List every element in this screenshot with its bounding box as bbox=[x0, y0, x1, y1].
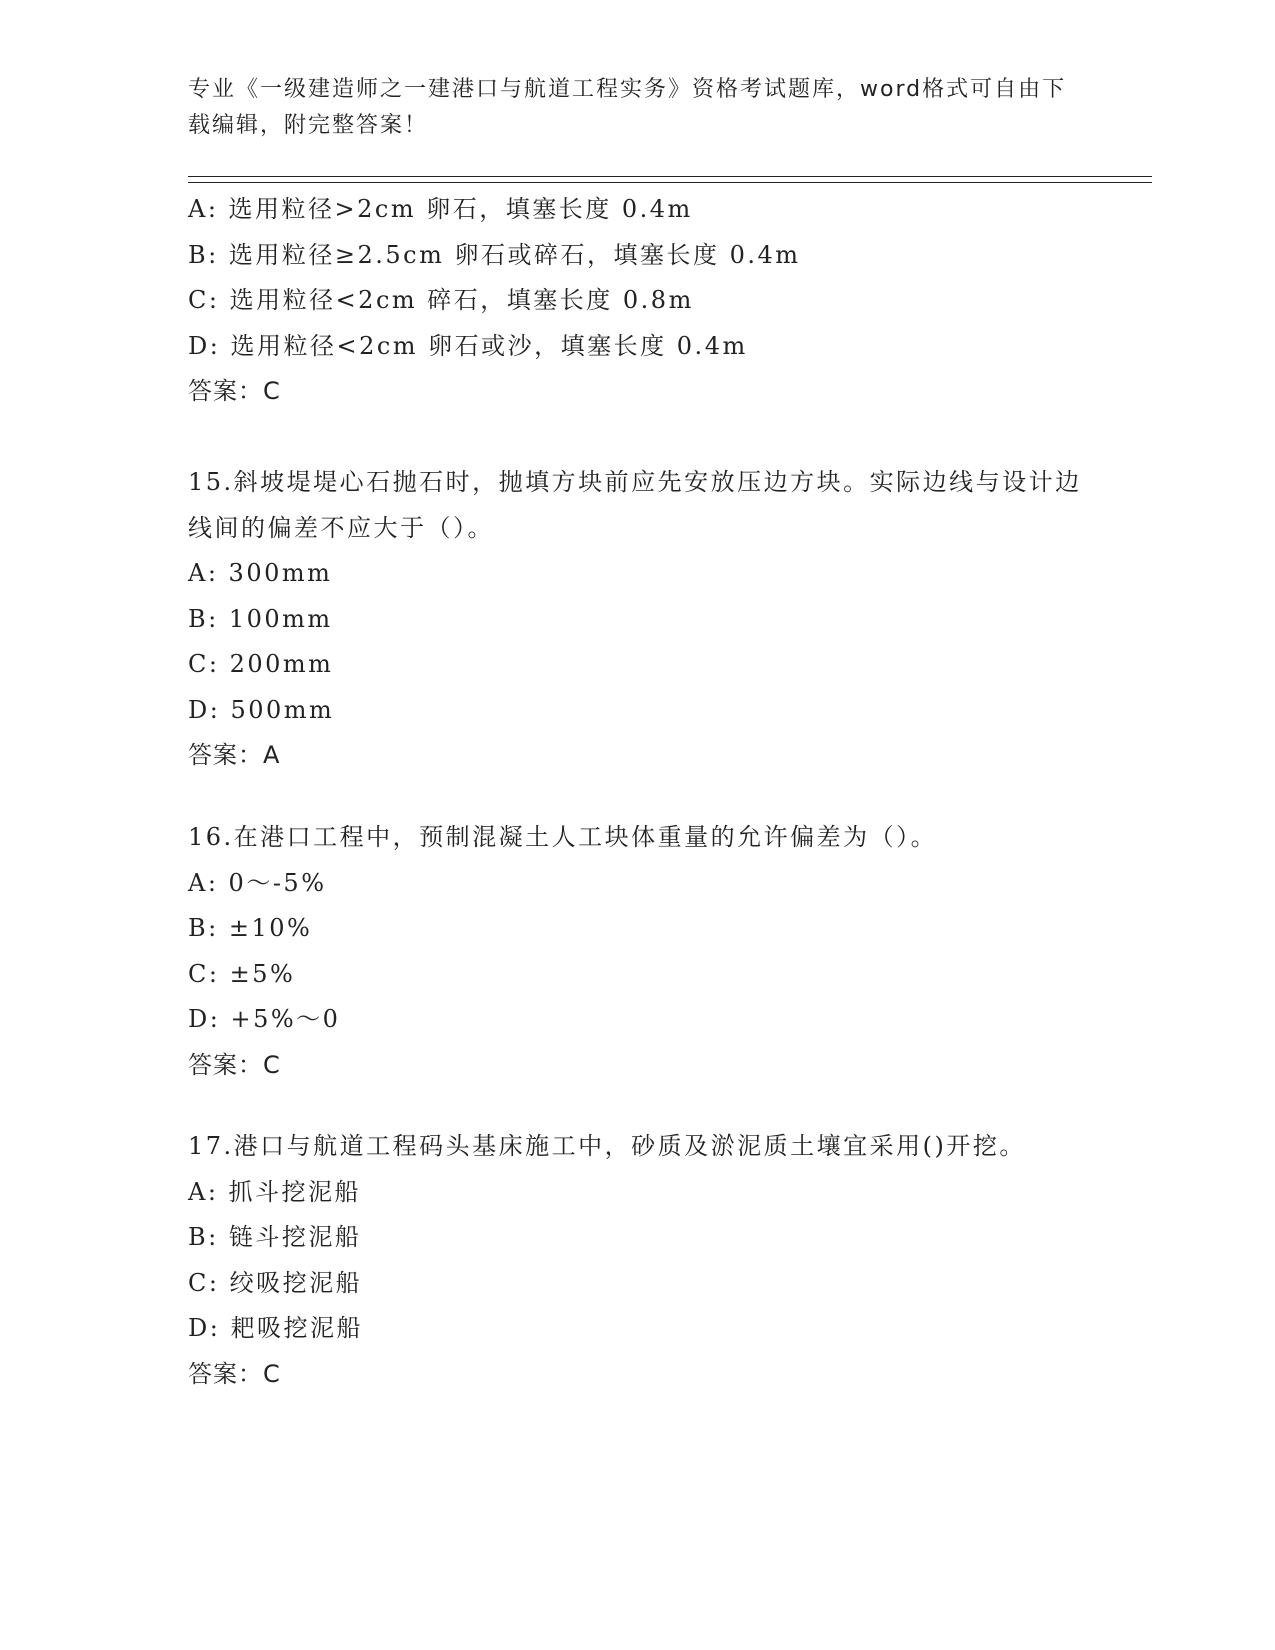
option-d: D: 选用粒径<2cm 卵石或沙，填塞长度 0.4m bbox=[188, 331, 748, 360]
answer-label: 答案：C bbox=[188, 377, 281, 405]
answer-label: 答案：A bbox=[188, 741, 281, 769]
option-c: C: 选用粒径<2cm 碎石，填塞长度 0.8m bbox=[188, 286, 694, 314]
option-a: A: 选用粒径>2cm 卵石，填塞长度 0.4m bbox=[188, 195, 693, 223]
question-14-block bbox=[188, 187, 1088, 415]
option-c: C: ±5% bbox=[188, 959, 296, 988]
option-b: B: ±10% bbox=[188, 914, 313, 942]
option-d: D: 500mm bbox=[188, 695, 335, 724]
option-a: A: 抓斗挖泥船 bbox=[188, 1177, 362, 1206]
answer-label: 答案：C bbox=[188, 1359, 281, 1388]
question-text: 17.港口与航道工程码头基床施工中，砂质及淤泥质土壤宜采用()开挖。 bbox=[188, 1132, 1026, 1160]
question-text: 15.斜坡堤堤心石抛石时，抛填方块前应先安放压边方块。实际边线与设计边线间的偏差不应大于（）。 bbox=[188, 468, 1082, 542]
question-15-block bbox=[188, 460, 1088, 779]
option-c: C: 200mm bbox=[188, 650, 334, 678]
option-d: D: +5%～0 bbox=[188, 1005, 341, 1033]
option-a: A: 0～-5% bbox=[188, 868, 327, 897]
answer-label: 答案：C bbox=[188, 1050, 281, 1079]
question-text: 16.在港口工程中，预制混凝土人工块体重量的允许偏差为（）。 bbox=[188, 823, 938, 851]
header-divider-bottom bbox=[188, 182, 1152, 183]
option-c: C: 绞吸挖泥船 bbox=[188, 1268, 363, 1297]
question-16-block bbox=[188, 815, 1088, 1088]
option-b: B: 链斗挖泥船 bbox=[188, 1223, 362, 1251]
option-b: B: 100mm bbox=[188, 604, 333, 633]
document-header: 专业《一级建造师之一建港口与航道工程实务》资格考试题库，word格式可自由下载编辑，附完整答案！ bbox=[188, 77, 1067, 138]
header-divider-top bbox=[188, 176, 1152, 177]
option-a: A: 300mm bbox=[188, 559, 333, 587]
option-b: B: 选用粒径≥2.5cm 卵石或碎石，填塞长度 0.4m bbox=[188, 240, 801, 269]
option-d: D: 耙吸挖泥船 bbox=[188, 1314, 363, 1342]
question-17-block bbox=[188, 1124, 1088, 1397]
